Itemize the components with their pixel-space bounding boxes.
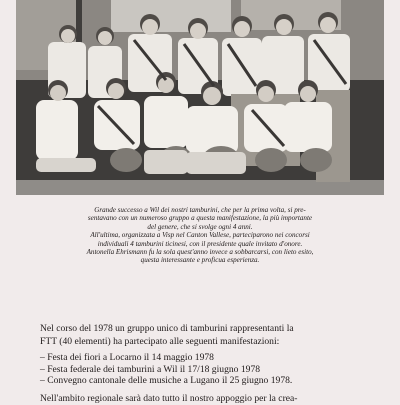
caption-line: Grande successo a Wil dei nostri tamburini, che per la prima volta, si pre- bbox=[94, 206, 306, 214]
caption-line: Antonella Ehrismann fu la sola quest'anno invece a sobbarcarsi, con lieto esito, bbox=[86, 248, 314, 257]
intro-line: FTT (40 elementi) ha partecipato alle seguenti manifestazioni: bbox=[40, 336, 280, 347]
group-photo-image bbox=[16, 0, 384, 195]
caption-line: sentavano con un numeroso gruppo a questa manifestazione, la più importante bbox=[87, 214, 313, 223]
event-item: – Festa federale dei tamburini a Wil il 17/18 giugno 1978 bbox=[40, 363, 261, 375]
intro-line: Nel corso del 1978 un gruppo unico di tamburini rappresentanti la bbox=[40, 323, 294, 334]
caption-line: del genere, che si svolge ogni 4 anni. bbox=[147, 222, 253, 231]
event-item: – Convegno cantonale delle musiche a Lugano il 25 giugno 1978. bbox=[40, 375, 293, 387]
events-list bbox=[40, 352, 380, 387]
caption-line: individuali 4 tamburini ticinesi, con il presidente quale invitato d'onore. bbox=[97, 239, 303, 248]
closing-paragraph: Nell'ambito regionale sarà dato tutto il nostro appoggio per la crea- bbox=[40, 393, 298, 404]
intro-paragraph bbox=[40, 322, 365, 348]
photo-caption bbox=[30, 206, 370, 265]
caption-line: questa interessante e proficua esperienza. bbox=[140, 256, 260, 265]
group-photo bbox=[16, 0, 384, 195]
caption-line: All'ultima, organizzata a Visp nel Canton Vallese, parteciparono nei concorsi bbox=[90, 231, 310, 240]
event-item: – Festa dei fiori a Locarno il 14 maggio 1978 bbox=[40, 352, 214, 363]
